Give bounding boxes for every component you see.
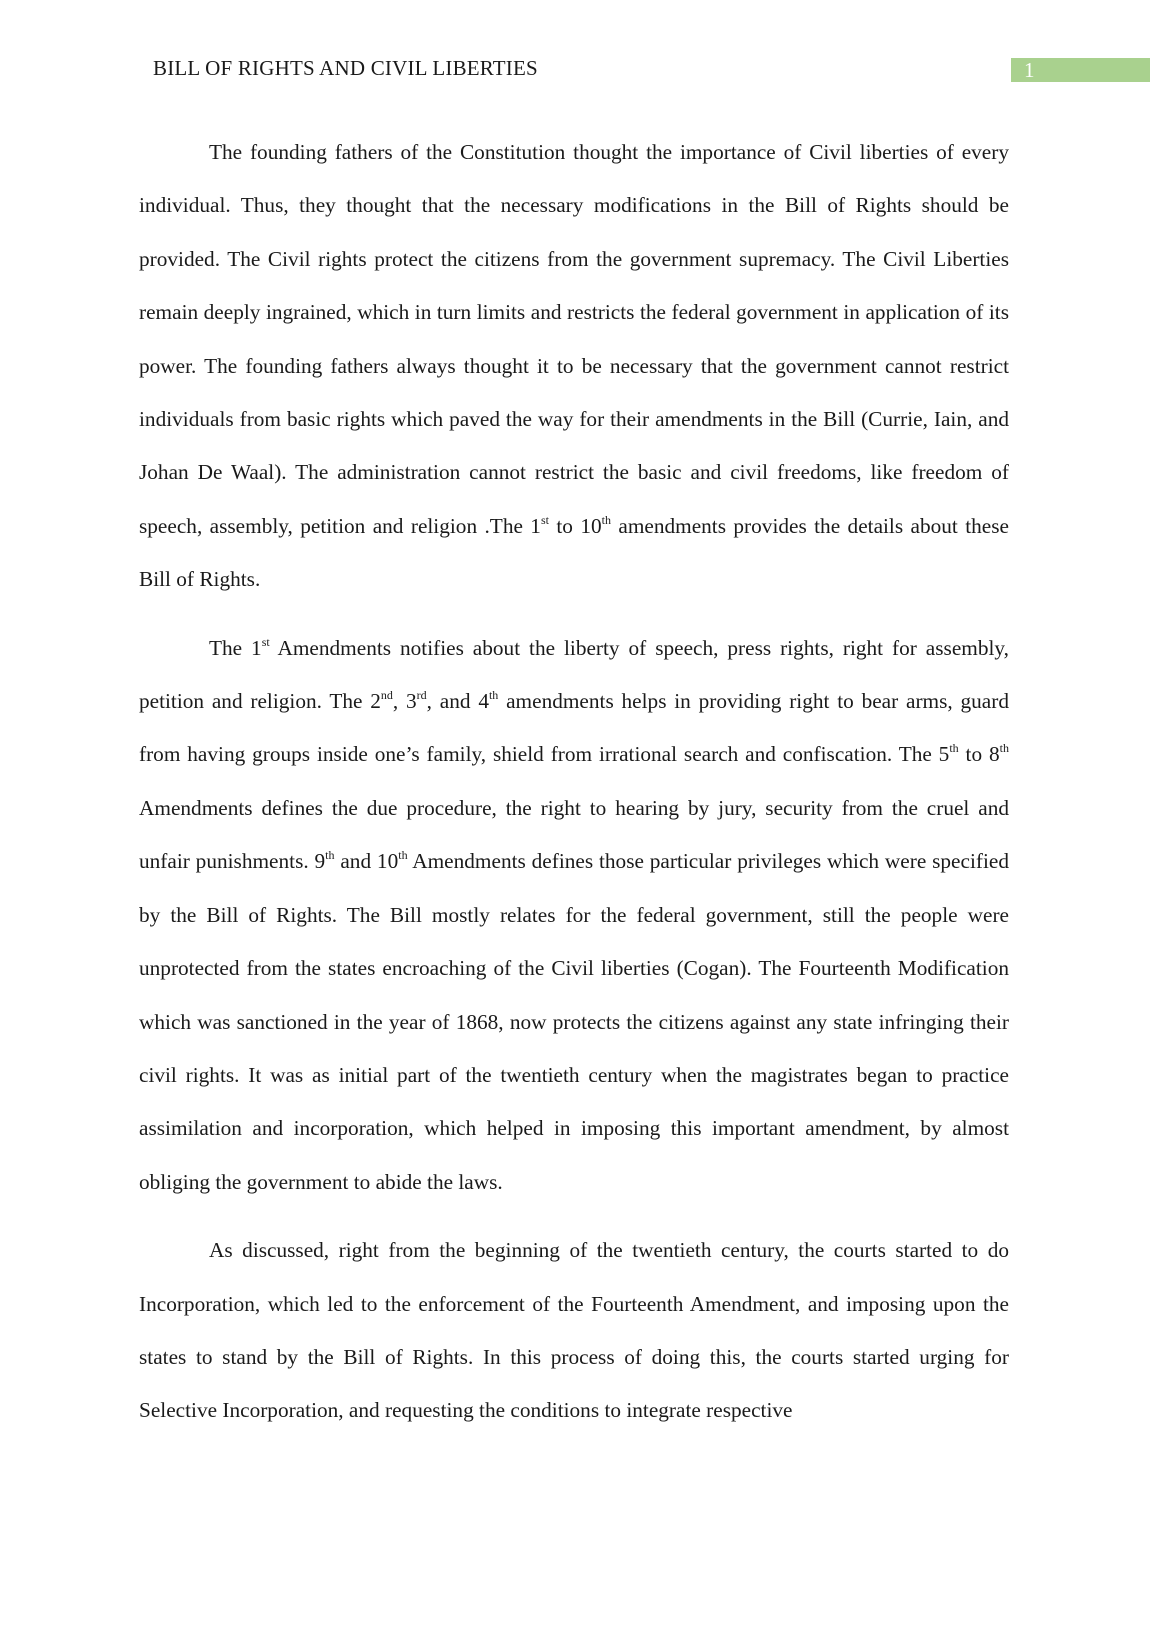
- text-run: amendments provides the details about these Bill of Rights.: [139, 513, 1009, 592]
- text-run: and 10: [334, 849, 399, 874]
- text-run: As discussed, right from the beginning of the twentieth century, the courts started to do Incorporation, which led to the enforcement of the Fourteenth Amendment, and imposing upon the states to stand by the Bill of Rights. In this process of doing this, the courts started urging for Selective Incorporation, and requesting the conditions to integrate respective: [139, 1238, 1009, 1423]
- text-run: Amendments defines those particular privileges which were specified by the Bill of Rights. The Bill mostly relates for the federal government, still the people were unprotected from the states encroaching of the Civil liberties (Cogan). The Fourteenth Modification which was sanctioned in the year of 1868, now protects the citizens against any state infringing their civil rights. It was as initial part of the twentieth century when the magistrates began to practice assimilation and incorporation, which helped in imposing this important amendment, by almost obliging the government to abide the laws.: [139, 849, 1009, 1194]
- paragraph-3: [139, 1224, 1009, 1438]
- text-run: to 8: [958, 742, 1000, 767]
- ordinal-suffix: th: [488, 688, 499, 703]
- text-run: Amendments defines the due procedure, the right to hearing by jury, security from the cruel and unfair punishments. 9: [139, 795, 1009, 874]
- ordinal-suffix: th: [398, 848, 408, 863]
- ordinal-suffix: st: [261, 634, 270, 649]
- ordinal-suffix: th: [949, 741, 959, 756]
- ordinal-suffix: th: [999, 741, 1009, 756]
- ordinal-suffix: nd: [380, 688, 393, 703]
- text-run: to 10: [548, 513, 602, 538]
- text-run: , and 4: [426, 689, 489, 714]
- document-body: [139, 126, 1009, 1438]
- ordinal-suffix: th: [601, 512, 611, 527]
- paragraph-2: [139, 622, 1009, 1209]
- running-head-title: BILL OF RIGHTS AND CIVIL LIBERTIES: [153, 56, 538, 80]
- ordinal-suffix: st: [540, 512, 549, 527]
- text-run: The 1: [209, 635, 262, 660]
- text-run: The founding fathers of the Constitution thought the importance of Civil liberties of every individual. Thus, they thought that the necessary modifications in the Bill of Rights should be provided. The Civil rights protect the citizens from the government supremacy. The Civil Liberties remain deeply ingrained, which in turn limits and restricts the federal government in application of its power. The founding fathers always thought it to be necessary that the government cannot restrict individuals from basic rights which paved the way for their amendments in the Bill (Currie, Iain, and Johan De Waal). The administration cannot restrict the basic and civil freedoms, like freedom of speech, assembly, petition and religion .The 1: [139, 140, 1009, 538]
- ordinal-suffix: rd: [416, 688, 427, 703]
- text-run: Amendments notifies about the liberty of speech, press rights, right for assembly, petition and religion. The 2: [139, 635, 1009, 714]
- ordinal-suffix: th: [325, 848, 335, 863]
- text-run: , 3: [392, 689, 417, 714]
- page-number: 1: [1024, 58, 1035, 82]
- text-run: amendments helps in providing right to bear arms, guard from having groups inside one’s family, shield from irrational search and confiscation. The 5: [139, 689, 1009, 767]
- paragraph-1: [139, 126, 1009, 607]
